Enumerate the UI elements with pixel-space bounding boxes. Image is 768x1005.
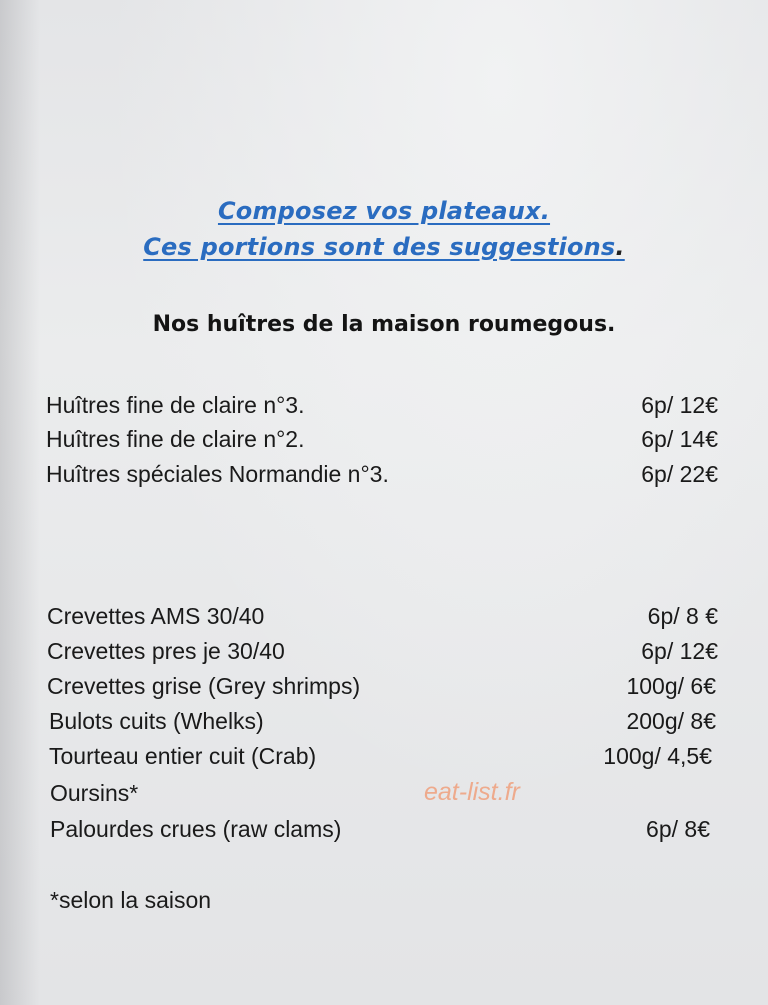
menu-item-name: Crevettes AMS 30/40 [47, 603, 265, 629]
title-line-1 [0, 197, 768, 225]
oysters-heading: Nos huîtres de la maison roumegous. [152, 312, 616, 337]
menu-item [0, 638, 768, 672]
title-line-1-text: Composez vos plateaux. [217, 197, 551, 225]
menu-item-price: 200g/ 8€ [626, 708, 716, 734]
menu-item-price: 6p/ 12€ [641, 638, 718, 664]
title-line-2-period: . [615, 233, 625, 261]
menu-item-name: Bulots cuits (Whelks) [49, 708, 264, 734]
menu-item [0, 461, 768, 495]
menu-item-name: Tourteau entier cuit (Crab) [49, 743, 317, 769]
menu-item [0, 673, 768, 707]
menu-item-name: Palourdes crues (raw clams) [50, 816, 342, 842]
title-line-2-text: Ces portions sont des suggestions [143, 233, 616, 261]
menu-item-name: Oursins* [50, 780, 139, 806]
menu-item-name: Huîtres spéciales Normandie n°3. [46, 461, 389, 487]
menu-item-name: Crevettes grise (Grey shrimps) [47, 673, 361, 699]
menu-item-price: 6p/ 12€ [641, 392, 718, 418]
menu-item-price: 100g/ 6€ [626, 673, 716, 699]
menu-item [0, 816, 768, 850]
menu-item [0, 426, 768, 460]
menu-item-name: Huîtres fine de claire n°2. [46, 426, 305, 452]
watermark: eat-list.fr [424, 778, 520, 806]
menu-item-price: 100g/ 4,5€ [603, 743, 712, 769]
menu-item-price: 6p/ 22€ [641, 461, 718, 487]
menu-item-name: Crevettes pres je 30/40 [47, 638, 285, 664]
menu-item [0, 603, 768, 637]
menu-item [0, 392, 768, 426]
menu-item-price: 6p/ 14€ [641, 426, 718, 452]
menu-item [0, 780, 768, 814]
menu-item [0, 743, 768, 777]
menu-item-price: 6p/ 8€ [646, 816, 710, 842]
menu-item [0, 708, 768, 742]
menu-item-name: Huîtres fine de claire n°3. [46, 392, 305, 418]
footnote: *selon la saison [50, 887, 212, 913]
title-line-2 [0, 233, 768, 261]
page-shadow [0, 0, 40, 1005]
menu-item-price: 6p/ 8 € [647, 603, 718, 629]
